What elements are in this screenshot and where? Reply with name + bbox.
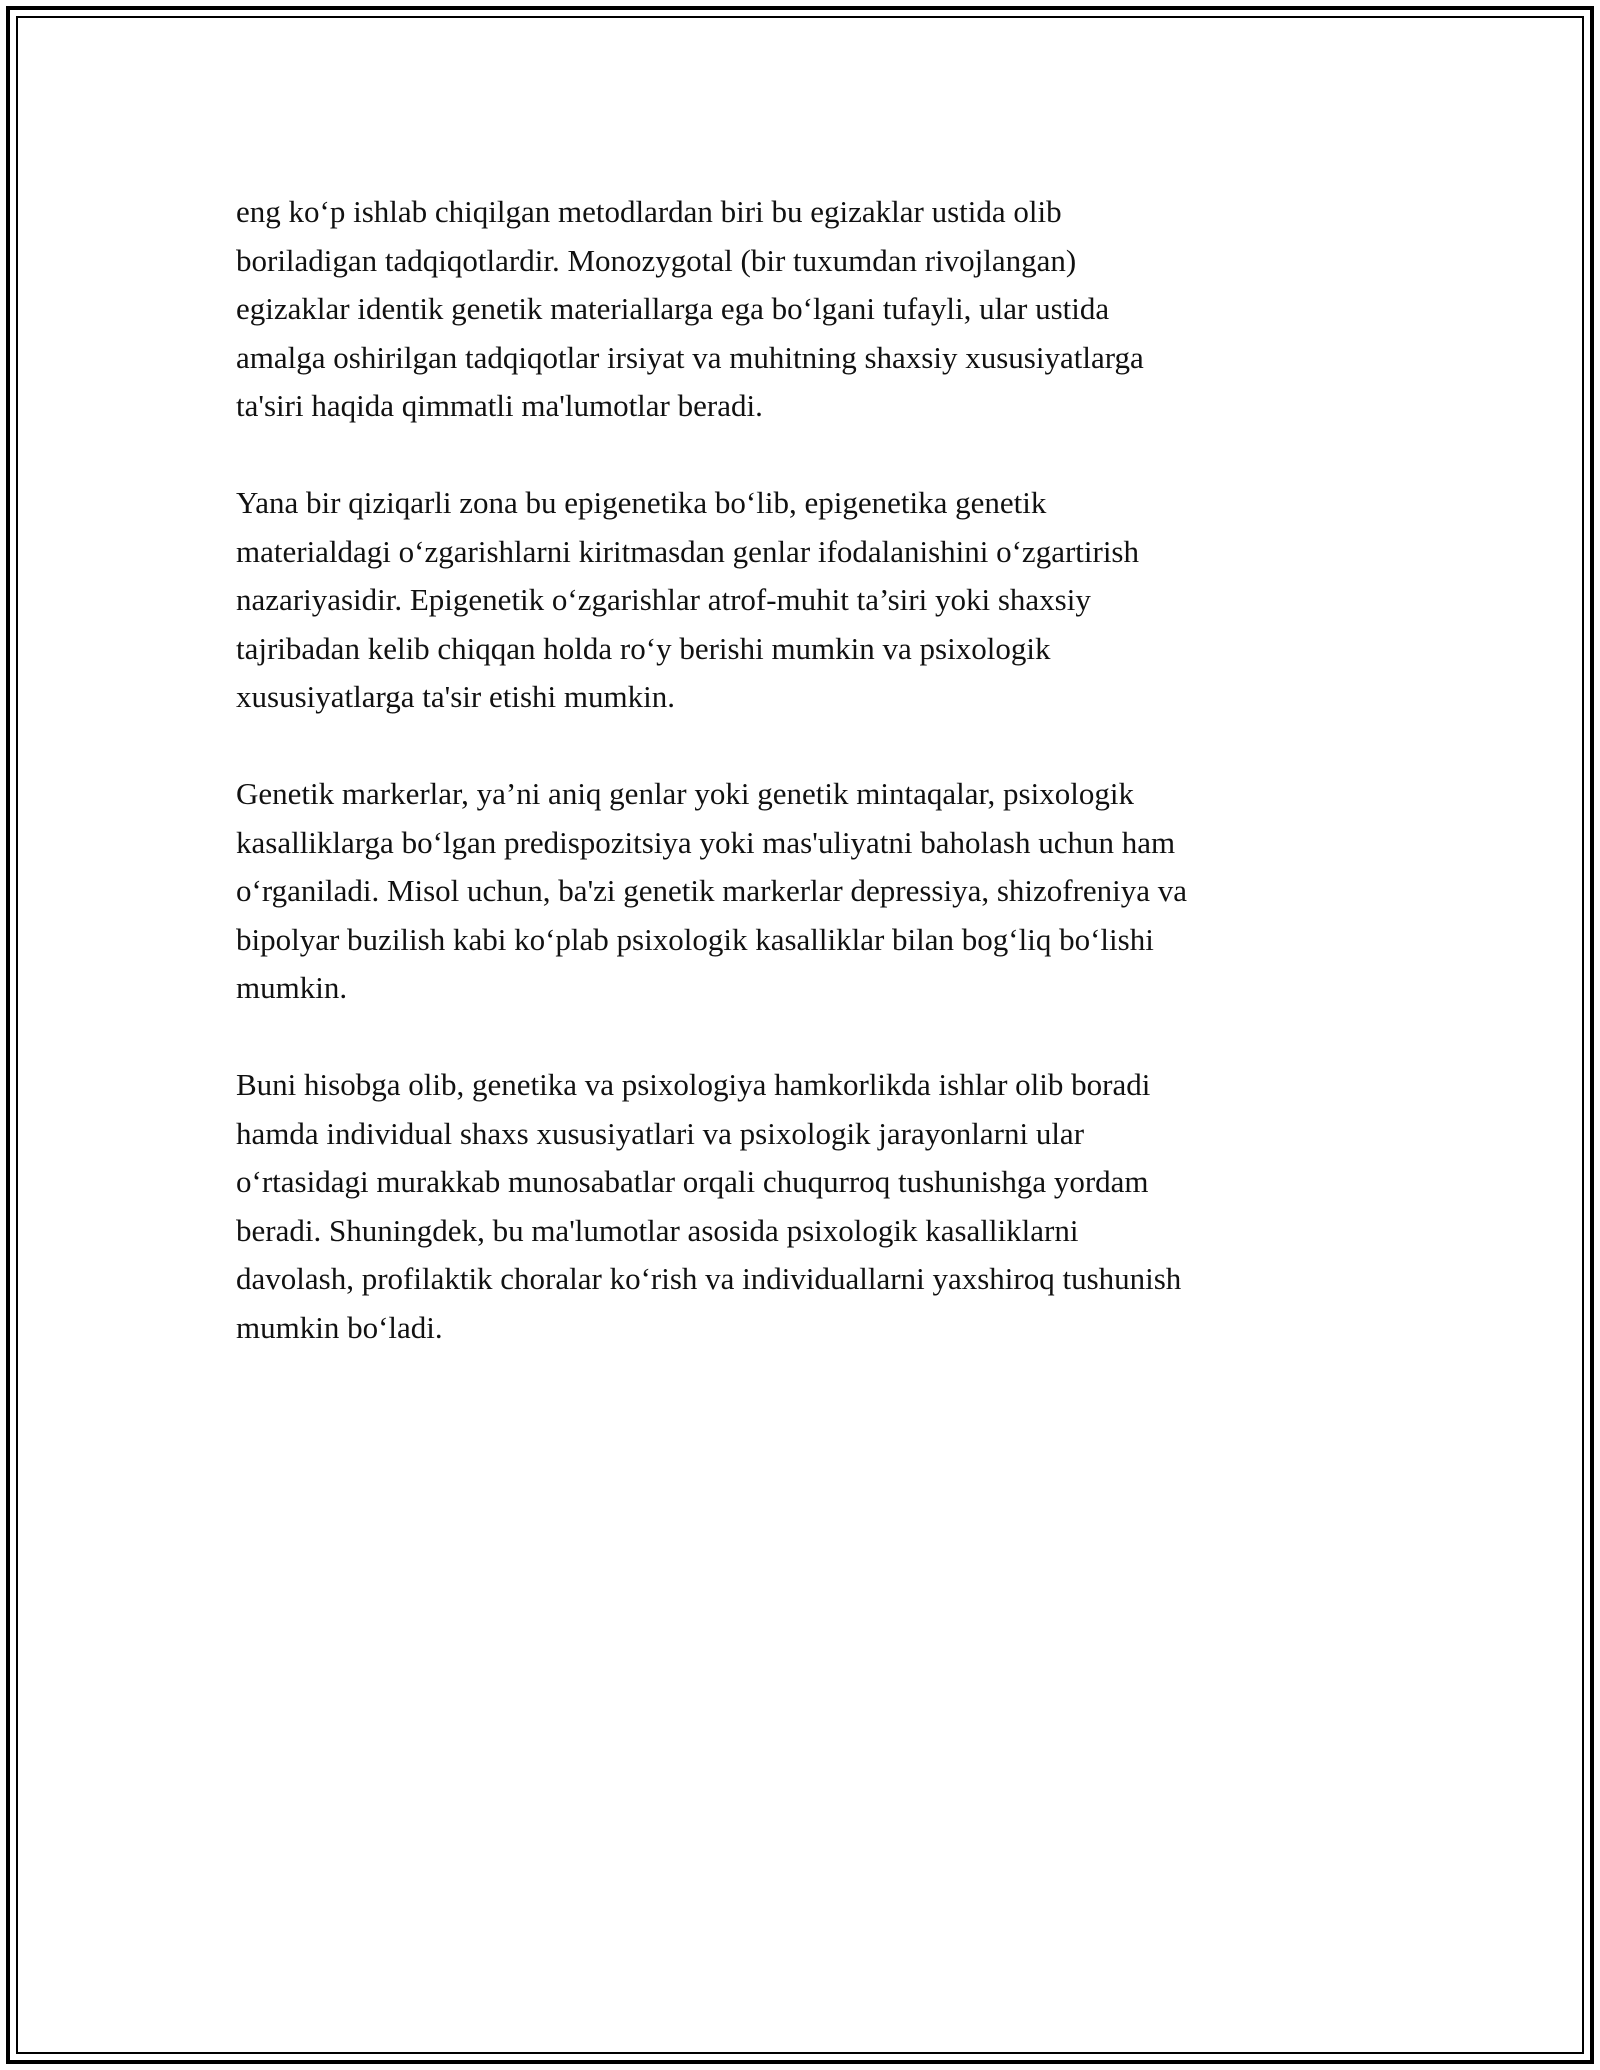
text-line: boriladigan tadqiqotlardir. Monozygotal (bir tuxumdan rivojlangan) <box>236 242 1077 278</box>
text-line: Genetik markerlar, ya’ni aniq genlar yoki genetik mintaqalar, psixologik <box>236 776 1134 811</box>
paragraph-epigenetics <box>236 479 1376 722</box>
text-line: tajribadan kelib chiqqan holda ro‘y berishi mumkin va psixologik <box>236 630 1051 666</box>
text-line: nazariyasidir. Epigenetik o‘zgarishlar atrof-muhit ta’siri yoki shaxsiy <box>236 582 1091 617</box>
text-line: kasalliklarga bo‘lgan predispozitsiya yoki mas'uliyatni baholash uchun ham <box>236 824 1176 860</box>
paragraph-conclusion <box>236 1061 1376 1352</box>
text-line: eng ko‘p ishlab chiqilgan metodlardan biri bu egizaklar ustida olib <box>236 194 1062 229</box>
text-line: hamda individual shaxs xususiyatlari va psixologik jarayonlarni ular <box>236 1115 1085 1151</box>
text-line: Yana bir qiziqarli zona bu epigenetika bo‘lib, epigenetika genetik <box>236 485 1047 520</box>
document-body <box>236 188 1376 1401</box>
paragraph-genetic-markers <box>236 770 1376 1013</box>
text-line: o‘rtasidagi murakkab munosabatlar orqali chuqurroq tushunishga yordam <box>236 1164 1149 1199</box>
paragraph-twin-studies <box>236 188 1376 431</box>
text-line: mumkin. <box>236 970 348 1005</box>
text-line: Buni hisobga olib, genetika va psixologiya hamkorlikda ishlar olib boradi <box>236 1067 1151 1102</box>
text-line: beradi. Shuningdek, bu ma'lumotlar asosida psixologik kasalliklarni <box>236 1212 1079 1248</box>
text-line: bipolyar buzilish kabi ko‘plab psixologik kasalliklar bilan bog‘liq bo‘lishi <box>236 921 1154 957</box>
text-line: ta'siri haqida qimmatli ma'lumotlar beradi. <box>236 388 763 423</box>
text-line: mumkin bo‘ladi. <box>236 1309 443 1345</box>
text-line: materialdagi o‘zgarishlarni kiritmasdan genlar ifodalanishini o‘zgartirish <box>236 533 1139 569</box>
text-line: xususiyatlarga ta'sir etishi mumkin. <box>236 679 675 714</box>
text-line: egizaklar identik genetik materiallarga ega bo‘lgani tufayli, ular ustida <box>236 291 1110 326</box>
text-line: amalga oshirilgan tadqiqotlar irsiyat va muhitning shaxsiy xususiyatlarga <box>236 339 1144 375</box>
text-line: o‘rganiladi. Misol uchun, ba'zi genetik markerlar depressiya, shizofreniya va <box>236 873 1188 908</box>
text-line: davolash, profilaktik choralar ko‘rish va individuallarni yaxshiroq tushunish <box>236 1261 1182 1296</box>
